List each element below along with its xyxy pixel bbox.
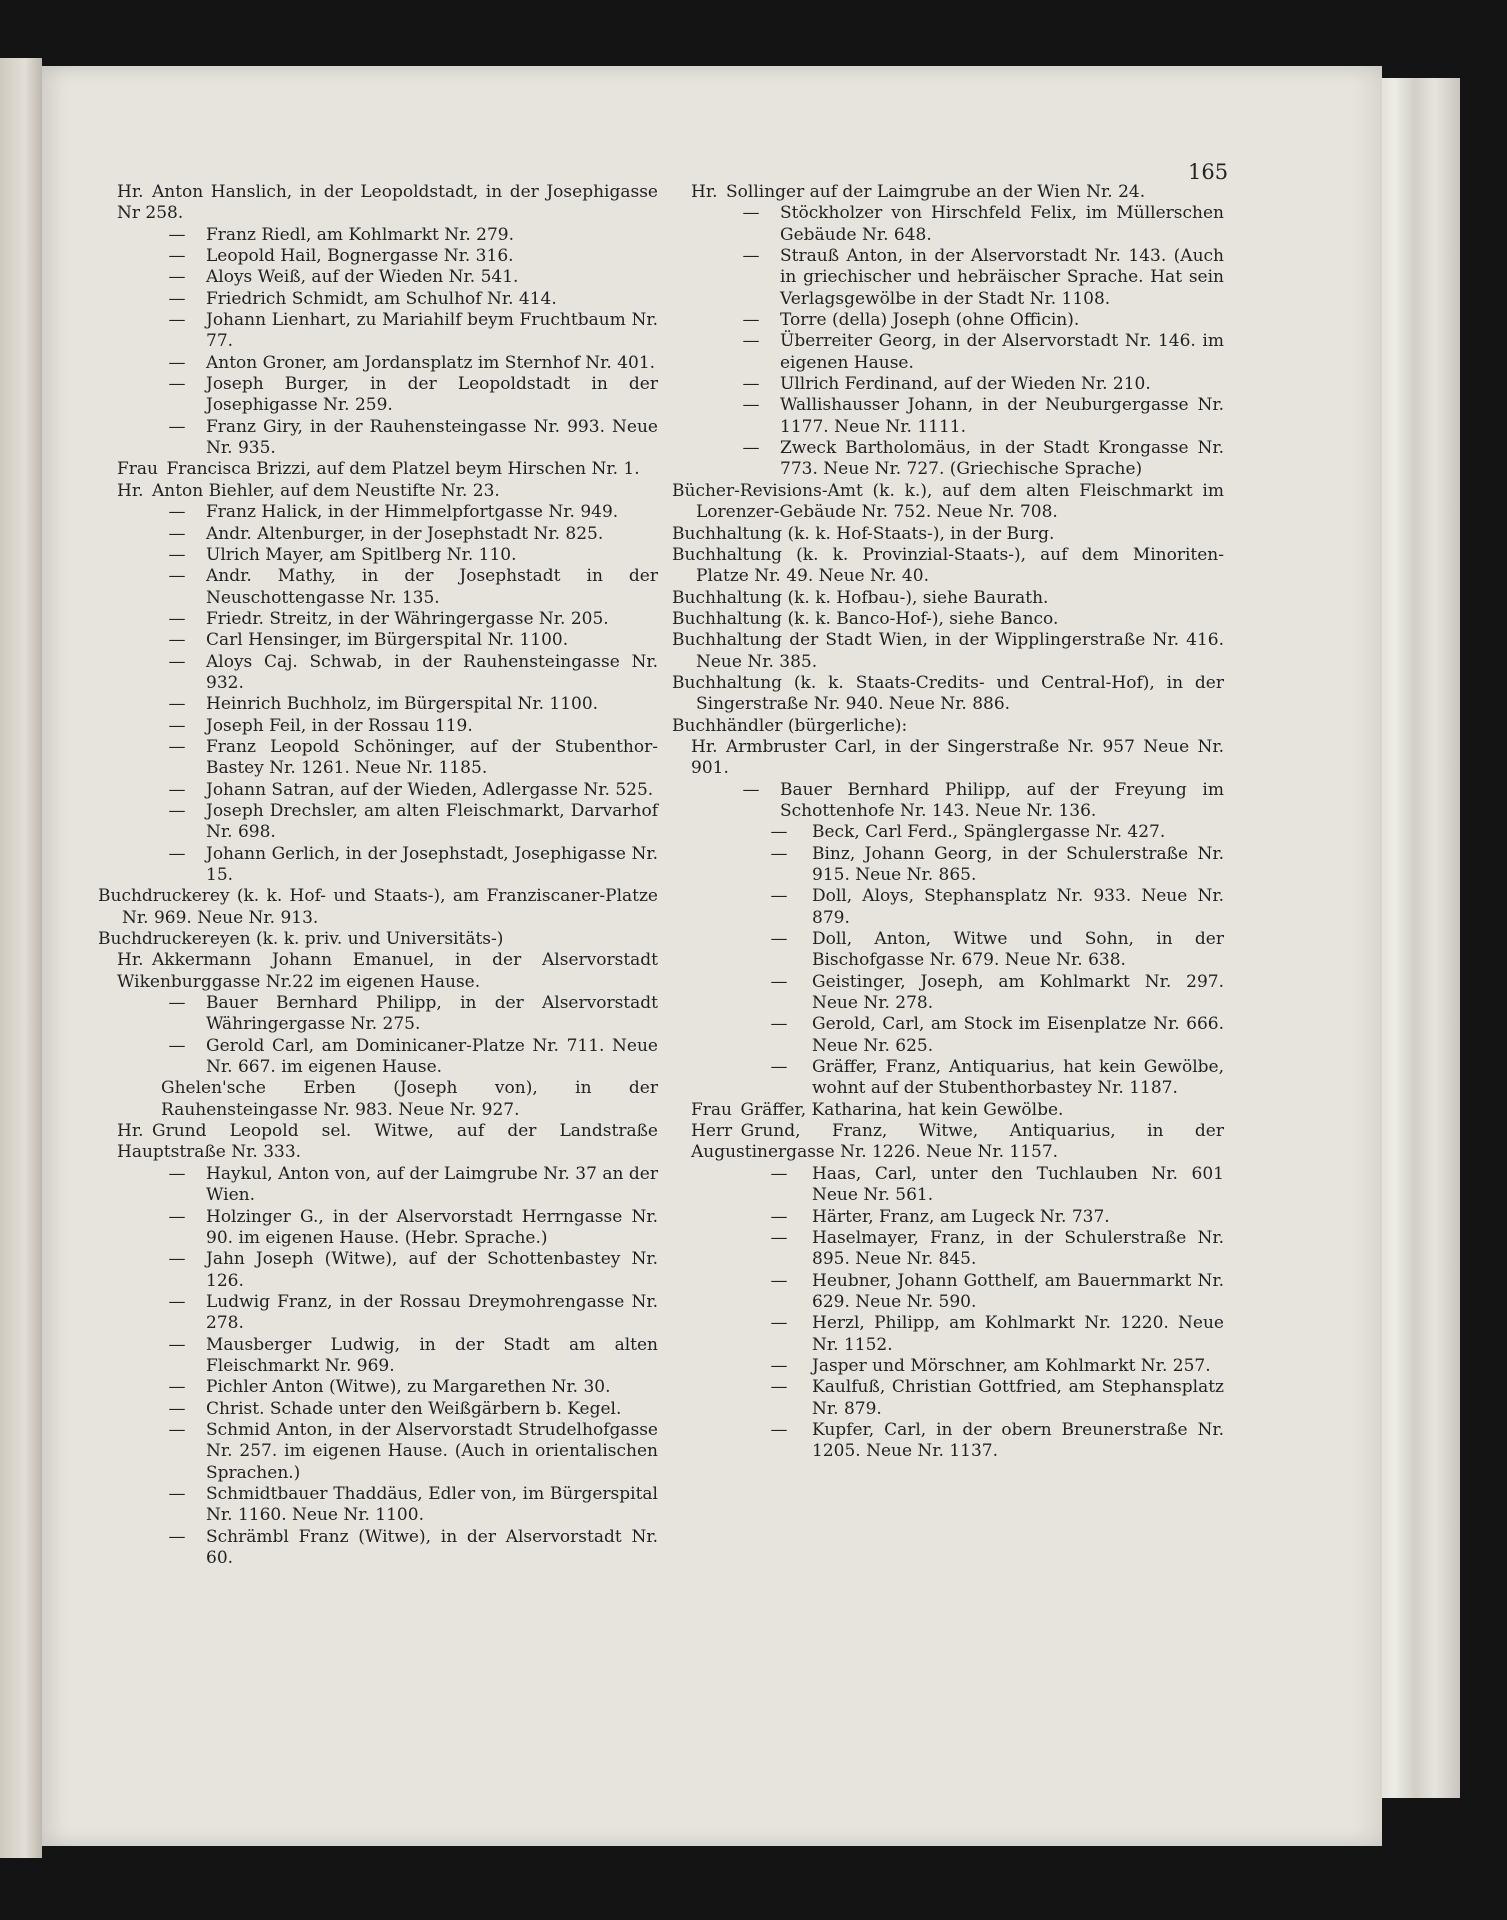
entry-body: Buchhaltung (k. k. Staats-Credits- und Central-Hof), in der Singerstraße Nr. 940. Neue Nr. 886.	[672, 672, 1224, 715]
entry-body: Kaulfuß, Christian Gottfried, am Stephansplatz Nr. 879.	[812, 1377, 1224, 1419]
entry-body: Herzl, Philipp, am Kohlmarkt Nr. 1220. Neue Nr. 1152.	[812, 1313, 1224, 1355]
directory-entry	[672, 374, 1224, 395]
entry-body: Aloys Weiß, auf der Wieden Nr. 541.	[206, 267, 519, 288]
ditto-dash: —	[168, 523, 186, 544]
entry-text	[812, 1356, 1224, 1377]
entry-text	[812, 1377, 1224, 1420]
ditto-dash: —	[742, 374, 760, 395]
entry-text	[206, 1292, 658, 1335]
entry-body: Zweck Bartholomäus, in der Stadt Krongasse Nr. 773. Neue Nr. 727. (Griechische Sprache)	[780, 438, 1224, 480]
entry-body: Francisca Brizzi, auf dem Platzel beym Hirschen Nr. 1.	[166, 459, 640, 480]
entry-text	[206, 694, 658, 715]
entry-body: Geistinger, Joseph, am Kohlmarkt Nr. 297. Neue Nr. 278.	[812, 971, 1224, 1014]
directory-entry	[98, 1292, 658, 1335]
entry-body: Ullrich Ferdinand, auf der Wieden Nr. 210.	[780, 374, 1151, 395]
entry-body: Haselmayer, Franz, in der Schulerstraße Nr. 895. Neue Nr. 845.	[812, 1227, 1224, 1270]
entry-body: Haas, Carl, unter den Tuchlauben Nr. 601 Neue Nr. 561.	[812, 1163, 1224, 1206]
ditto-dash: —	[168, 715, 186, 736]
ditto-dash: —	[770, 1206, 788, 1227]
title-prefix: Hr.	[117, 950, 144, 971]
directory-entry	[672, 481, 1224, 524]
ditto-dash: —	[168, 374, 186, 395]
ditto-dash: —	[168, 1249, 186, 1270]
entry-text	[780, 780, 1224, 823]
entry-text	[672, 545, 1224, 588]
ditto-dash: —	[168, 694, 186, 715]
entry-text	[812, 822, 1224, 843]
entry-body: Buchdruckereyen (k. k. priv. und Universitäts-)	[98, 929, 504, 950]
left-column	[98, 182, 658, 1569]
directory-entry	[672, 716, 1224, 737]
directory-entry	[672, 886, 1224, 929]
entry-text	[780, 374, 1224, 395]
directory-entry	[98, 246, 658, 267]
entry-body: Binz, Johann Georg, in der Schulerstraße Nr. 915. Neue Nr. 865.	[812, 843, 1224, 885]
ditto-dash: —	[168, 288, 186, 309]
ditto-dash: —	[168, 1377, 186, 1398]
directory-entry	[672, 972, 1224, 1015]
directory-entry	[98, 1164, 658, 1207]
entry-body: Buchhändler (bürgerliche):	[672, 715, 908, 736]
directory-entry	[98, 780, 658, 801]
ditto-dash: —	[168, 1206, 186, 1227]
entry-text	[672, 524, 1224, 545]
entry-text	[780, 203, 1224, 246]
directory-entry	[98, 1036, 658, 1079]
entry-body: Jahn Joseph (Witwe), auf der Schottenbastey Nr. 126.	[206, 1249, 658, 1291]
entry-text	[98, 886, 658, 929]
entry-body: Pichler Anton (Witwe), zu Margarethen Nr. 30.	[206, 1377, 611, 1398]
entry-text	[117, 182, 658, 225]
directory-entry	[672, 203, 1224, 246]
ditto-dash: —	[742, 395, 760, 416]
entry-text	[812, 1014, 1224, 1057]
ditto-dash: —	[770, 929, 788, 950]
entry-text	[812, 1057, 1224, 1100]
entry-text	[206, 1164, 658, 1207]
ditto-dash: —	[742, 438, 760, 459]
entry-body: Andr. Altenburger, in der Josephstadt Nr. 825.	[206, 523, 604, 544]
entry-text	[117, 950, 658, 993]
directory-entry	[672, 1207, 1224, 1228]
entry-text	[206, 1036, 658, 1079]
ditto-dash: —	[770, 1419, 788, 1440]
entry-body: Kupfer, Carl, in der obern Breunerstraße Nr. 1205. Neue Nr. 1137.	[812, 1419, 1224, 1462]
directory-entry	[98, 886, 658, 929]
directory-entry	[98, 737, 658, 780]
ditto-dash: —	[168, 1419, 186, 1440]
directory-entry	[98, 993, 658, 1036]
entry-text	[206, 1249, 658, 1292]
title-prefix: Hr.	[691, 736, 718, 757]
entry-body: Stöckholzer von Hirschfeld Felix, im Müllerschen Gebäude Nr. 648.	[780, 203, 1224, 245]
ditto-dash: —	[168, 1035, 186, 1056]
directory-entry	[98, 310, 658, 353]
entry-body: Joseph Drechsler, am alten Fleischmarkt, Darvarhof Nr. 698.	[206, 800, 658, 843]
entry-body: Schmidtbauer Thaddäus, Edler von, im Bürgerspital Nr. 1160. Neue Nr. 1100.	[206, 1483, 658, 1526]
directory-entry	[672, 331, 1224, 374]
ditto-dash: —	[742, 203, 760, 224]
entry-text	[206, 1207, 658, 1250]
directory-entry	[672, 822, 1224, 843]
directory-entry	[98, 1207, 658, 1250]
entry-body: Franz Leopold Schöninger, auf der Stubenthor-Bastey Nr. 1261. Neue Nr. 1185.	[206, 736, 658, 779]
directory-entry	[672, 844, 1224, 887]
entry-body: Sollinger auf der Laimgrube an der Wien Nr. 24.	[726, 182, 1146, 202]
directory-entry	[672, 524, 1224, 545]
entry-body: Anton Biehler, auf dem Neustifte Nr. 23.	[152, 480, 500, 501]
entry-text	[812, 1207, 1224, 1228]
entry-text	[206, 502, 658, 523]
entry-body: Johann Lienhart, zu Mariahilf beym Fruchtbaum Nr. 77.	[206, 310, 658, 352]
entry-body: Strauß Anton, in der Alservorstadt Nr. 143. (Auch in griechischer und hebräischer Sprache. Hat sein Verlagsgewölbe in der Stadt Nr. 1108.	[780, 246, 1224, 309]
entry-body: Doll, Aloys, Stephansplatz Nr. 933. Neue Nr. 879.	[812, 886, 1224, 928]
entry-body: Gräffer, Katharina, hat kein Gewölbe.	[740, 1099, 1064, 1120]
entry-body: Carl Hensinger, im Bürgerspital Nr. 1100.	[206, 630, 569, 651]
directory-entry	[628, 737, 1224, 780]
directory-entry	[672, 929, 1224, 972]
entry-text	[206, 1399, 658, 1420]
entry-body: Bücher-Revisions-Amt (k. k.), auf dem alten Fleischmarkt im Lorenzer-Gebäude Nr. 752. Neue Nr. 708.	[672, 480, 1224, 523]
entry-body: Überreiter Georg, in der Alservorstadt Nr. 146. im eigenen Hause.	[780, 331, 1224, 373]
entry-body: Ulrich Mayer, am Spitlberg Nr. 110.	[206, 544, 517, 565]
entry-body: Jasper und Mörschner, am Kohlmarkt Nr. 257.	[812, 1355, 1211, 1376]
entry-text	[206, 545, 658, 566]
ditto-dash: —	[770, 1355, 788, 1376]
directory-entry	[672, 1420, 1224, 1463]
entry-body: Wallishausser Johann, in der Neuburgergasse Nr. 1177. Neue Nr. 1111.	[780, 395, 1224, 437]
directory-entry	[672, 1377, 1224, 1420]
ditto-dash: —	[770, 1270, 788, 1291]
entry-body: Gräffer, Franz, Antiquarius, hat kein Gewölbe, wohnt auf der Stubenthorbastey Nr. 1187.	[812, 1057, 1224, 1099]
ditto-dash: —	[168, 310, 186, 331]
entry-body: Buchhaltung (k. k. Hof-Staats-), in der Burg.	[672, 523, 1055, 544]
title-prefix: Frau	[117, 459, 159, 480]
ditto-dash: —	[770, 843, 788, 864]
directory-entry	[98, 289, 658, 310]
facing-page-edge	[0, 58, 42, 1858]
directory-entry	[98, 353, 658, 374]
directory-entry	[672, 609, 1224, 630]
entry-text	[206, 353, 658, 374]
directory-entry	[672, 780, 1224, 823]
directory-entry	[98, 566, 658, 609]
directory-entry	[672, 1271, 1224, 1314]
entry-text	[206, 267, 658, 288]
entry-body: Franz Halick, in der Himmelpfortgasse Nr. 949.	[206, 502, 619, 523]
entry-text	[780, 395, 1224, 438]
entry-text	[672, 481, 1224, 524]
directory-entry	[98, 1527, 658, 1570]
entry-text	[206, 652, 658, 695]
ditto-dash: —	[168, 416, 186, 437]
entry-text	[672, 588, 1224, 609]
directory-entry	[98, 374, 658, 417]
entry-body: Mausberger Ludwig, in der Stadt am alten Fleischmarkt Nr. 969.	[206, 1334, 658, 1376]
directory-entry	[54, 459, 658, 480]
ditto-dash: —	[168, 566, 186, 587]
entry-text	[206, 1420, 658, 1484]
directory-entry	[54, 182, 658, 225]
entry-text	[206, 844, 658, 887]
directory-entry	[672, 545, 1224, 588]
entry-text	[117, 459, 658, 480]
directory-entry	[54, 950, 658, 993]
entry-text	[672, 609, 1224, 630]
directory-entry	[98, 716, 658, 737]
entry-body: Joseph Burger, in der Leopoldstadt in der Josephigasse Nr. 259.	[206, 374, 658, 416]
entry-body: Akkermann Johann Emanuel, in der Alservorstadt Wikenburggasse Nr.22 im eigenen Hause.	[117, 950, 658, 992]
entry-text	[206, 225, 658, 246]
entry-text	[206, 993, 658, 1036]
directory-entry	[98, 1420, 658, 1484]
entry-text	[206, 310, 658, 353]
entry-body: Christ. Schade unter den Weißgärbern b. Kegel.	[206, 1398, 622, 1419]
directory-entry	[672, 1164, 1224, 1207]
entry-body: Ghelen'sche Erben (Joseph von), in der Rauhensteingasse Nr. 983. Neue Nr. 927.	[161, 1078, 658, 1120]
entry-text	[812, 1313, 1224, 1356]
directory-entry	[672, 673, 1224, 716]
entry-text	[812, 929, 1224, 972]
ditto-dash: —	[742, 246, 760, 267]
entry-text	[161, 1078, 658, 1121]
ditto-dash: —	[168, 1291, 186, 1312]
directory-entry	[628, 1121, 1224, 1164]
entry-text	[672, 630, 1224, 673]
ditto-dash: —	[168, 736, 186, 757]
entry-body: Buchhaltung (k. k. Hofbau-), siehe Baurath.	[672, 587, 1049, 608]
entry-text	[691, 182, 1224, 203]
directory-entry	[672, 1057, 1224, 1100]
ditto-dash: —	[770, 1014, 788, 1035]
directory-entry	[98, 801, 658, 844]
entry-body: Andr. Mathy, in der Josephstadt in der Neuschottengasse Nr. 135.	[206, 566, 658, 608]
entry-text	[812, 1164, 1224, 1207]
ditto-dash: —	[168, 267, 186, 288]
entry-body: Joseph Feil, in der Rossau 119.	[206, 715, 473, 736]
entry-text	[117, 1121, 658, 1164]
entry-body: Grund Leopold sel. Witwe, auf der Landstraße Hauptstraße Nr. 333.	[117, 1121, 658, 1163]
entry-text	[812, 886, 1224, 929]
ditto-dash: —	[770, 1057, 788, 1078]
entry-body: Friedr. Streitz, in der Währingergasse Nr. 205.	[206, 608, 609, 629]
entry-body: Johann Satran, auf der Wieden, Adlergasse Nr. 525.	[206, 779, 654, 800]
directory-entry	[672, 588, 1224, 609]
entry-text	[206, 246, 658, 267]
entry-text	[206, 524, 658, 545]
entry-body: Schrämbl Franz (Witwe), in der Alservorstadt Nr. 60.	[206, 1526, 658, 1568]
directory-entry	[98, 267, 658, 288]
directory-entry	[98, 1078, 658, 1121]
ditto-dash: —	[168, 1398, 186, 1419]
directory-entry	[672, 246, 1224, 310]
entry-text	[206, 566, 658, 609]
directory-entry	[672, 1356, 1224, 1377]
entry-body: Bauer Bernhard Philipp, auf der Freyung im Schottenhofe Nr. 143. Neue Nr. 136.	[780, 779, 1224, 821]
title-prefix: Hr.	[117, 182, 144, 202]
ditto-dash: —	[770, 822, 788, 843]
page-number: 165	[1188, 160, 1229, 184]
right-column	[672, 182, 1224, 1463]
directory-entry	[98, 630, 658, 651]
directory-entry	[54, 481, 658, 502]
entry-body: Buchdruckerey (k. k. Hof- und Staats-), am Franziscaner-Platze Nr. 969. Neue Nr. 913.	[98, 886, 658, 928]
directory-entry	[98, 652, 658, 695]
entry-body: Grund, Franz, Witwe, Antiquarius, in der Augustinergasse Nr. 1226. Neue Nr. 1157.	[691, 1121, 1224, 1163]
ditto-dash: —	[770, 1377, 788, 1398]
entry-text	[117, 481, 658, 502]
entry-body: Aloys Caj. Schwab, in der Rauhensteingasse Nr. 932.	[206, 651, 658, 693]
directory-entry	[98, 1335, 658, 1378]
directory-entry	[98, 524, 658, 545]
entry-text	[812, 972, 1224, 1015]
entry-text	[780, 438, 1224, 481]
entry-text	[691, 1100, 1224, 1121]
entry-body: Doll, Anton, Witwe und Sohn, in der Bischofgasse Nr. 679. Neue Nr. 638.	[812, 929, 1224, 971]
ditto-dash: —	[770, 1163, 788, 1184]
entry-body: Holzinger G., in der Alservorstadt Herrngasse Nr. 90. im eigenen Hause. (Hebr. Sprache.)	[206, 1206, 658, 1248]
entry-body: Armbruster Carl, in der Singerstraße Nr. 957 Neue Nr. 901.	[691, 736, 1224, 779]
title-prefix: Herr	[691, 1121, 733, 1142]
title-prefix: Hr.	[117, 480, 144, 501]
ditto-dash: —	[168, 608, 186, 629]
entry-text	[206, 1335, 658, 1378]
ditto-dash: —	[742, 779, 760, 800]
entry-body: Beck, Carl Ferd., Spänglergasse Nr. 427.	[812, 822, 1166, 843]
ditto-dash: —	[770, 1313, 788, 1334]
entry-text	[812, 1420, 1224, 1463]
entry-text	[206, 630, 658, 651]
entry-body: Buchhaltung der Stadt Wien, in der Wipplingerstraße Nr. 416. Neue Nr. 385.	[672, 630, 1224, 672]
directory-entry	[98, 1249, 658, 1292]
entry-body: Buchhaltung (k. k. Provinzial-Staats-), auf dem Minoriten-Platze Nr. 49. Neue Nr. 40.	[672, 544, 1224, 587]
entry-body: Johann Gerlich, in der Josephstadt, Josephigasse Nr. 15.	[206, 843, 658, 885]
entry-body: Buchhaltung (k. k. Banco-Hof-), siehe Banco.	[672, 608, 1059, 629]
entry-body: Ludwig Franz, in der Rossau Dreymohrengasse Nr. 278.	[206, 1291, 658, 1334]
directory-entry	[672, 438, 1224, 481]
ditto-dash: —	[168, 1483, 186, 1504]
ditto-dash: —	[770, 971, 788, 992]
directory-entry	[98, 502, 658, 523]
directory-entry	[628, 1100, 1224, 1121]
entry-body: Gerold, Carl, am Stock im Eisenplatze Nr. 666. Neue Nr. 625.	[812, 1014, 1224, 1056]
directory-entry	[672, 1313, 1224, 1356]
ditto-dash: —	[168, 352, 186, 373]
ditto-dash: —	[168, 800, 186, 821]
entry-text	[812, 1228, 1224, 1271]
entry-body: Friedrich Schmidt, am Schulhof Nr. 414.	[206, 288, 557, 309]
entry-text	[812, 1271, 1224, 1314]
directory-entry	[98, 929, 658, 950]
entry-body: Franz Giry, in der Rauhensteingasse Nr. 993. Neue Nr. 935.	[206, 416, 658, 459]
directory-entry	[672, 630, 1224, 673]
entry-text	[672, 673, 1224, 716]
directory-entry	[98, 1399, 658, 1420]
entry-body: Heinrich Buchholz, im Bürgerspital Nr. 1100.	[206, 694, 599, 715]
ditto-dash: —	[168, 1526, 186, 1547]
entry-body: Gerold Carl, am Dominicaner-Platze Nr. 711. Neue Nr. 667. im eigenen Hause.	[206, 1035, 658, 1078]
entry-body: Schmid Anton, in der Alservorstadt Strudelhofgasse Nr. 257. im eigenen Hause. (Auch in orientalischen Sprachen.)	[206, 1419, 658, 1483]
ditto-dash: —	[168, 779, 186, 800]
ditto-dash: —	[770, 1227, 788, 1248]
ditto-dash: —	[742, 331, 760, 352]
entry-text	[206, 780, 658, 801]
entry-text	[691, 1121, 1224, 1164]
entry-body: Härter, Franz, am Lugeck Nr. 737.	[812, 1206, 1110, 1227]
ditto-dash: —	[168, 843, 186, 864]
title-prefix: Frau	[691, 1099, 733, 1120]
entry-text	[206, 417, 658, 460]
ditto-dash: —	[168, 544, 186, 565]
entry-body: Leopold Hail, Bognergasse Nr. 316.	[206, 246, 514, 267]
entry-text	[206, 1484, 658, 1527]
entry-text	[812, 844, 1224, 887]
entry-text	[691, 737, 1224, 780]
directory-entry	[628, 182, 1224, 203]
directory-entry	[98, 545, 658, 566]
entry-body: Torre (della) Joseph (ohne Officin).	[780, 310, 1080, 331]
entry-text	[206, 737, 658, 780]
entry-text	[206, 801, 658, 844]
entry-text	[206, 609, 658, 630]
directory-entry	[672, 395, 1224, 438]
entry-text	[206, 1527, 658, 1570]
entry-text	[780, 246, 1224, 310]
entry-body: Heubner, Johann Gotthelf, am Bauernmarkt Nr. 629. Neue Nr. 590.	[812, 1270, 1224, 1312]
ditto-dash: —	[168, 651, 186, 672]
directory-entry	[54, 1121, 658, 1164]
title-prefix: Hr.	[691, 182, 718, 202]
ditto-dash: —	[742, 310, 760, 331]
ditto-dash: —	[168, 246, 186, 267]
directory-entry	[98, 609, 658, 630]
entry-body: Anton Groner, am Jordansplatz im Sternhof Nr. 401.	[206, 352, 656, 373]
entry-text	[672, 716, 1224, 737]
directory-entry	[98, 417, 658, 460]
ditto-dash: —	[168, 993, 186, 1014]
entry-text	[780, 310, 1224, 331]
entry-body: Haykul, Anton von, auf der Laimgrube Nr. 37 an der Wien.	[206, 1163, 658, 1206]
ditto-dash: —	[168, 630, 186, 651]
entry-text	[206, 374, 658, 417]
directory-entry	[672, 310, 1224, 331]
entry-text	[206, 289, 658, 310]
directory-entry	[98, 694, 658, 715]
entry-body: Anton Hanslich, in der Leopoldstadt, in der Josephigasse Nr 258.	[117, 182, 658, 224]
entry-text	[206, 1377, 658, 1398]
entry-text	[206, 716, 658, 737]
entry-text	[98, 929, 658, 950]
directory-entry	[98, 225, 658, 246]
entry-body: Bauer Bernhard Philipp, in der Alservorstadt Währingergasse Nr. 275.	[206, 993, 658, 1035]
ditto-dash: —	[770, 886, 788, 907]
directory-entry	[672, 1014, 1224, 1057]
ditto-dash: —	[168, 1334, 186, 1355]
entry-text	[780, 331, 1224, 374]
ditto-dash: —	[168, 1163, 186, 1184]
entry-body: Franz Riedl, am Kohlmarkt Nr. 279.	[206, 224, 515, 245]
directory-entry	[672, 1228, 1224, 1271]
directory-entry	[98, 1484, 658, 1527]
ditto-dash: —	[168, 224, 186, 245]
directory-entry	[98, 1377, 658, 1398]
ditto-dash: —	[168, 502, 186, 523]
directory-entry	[98, 844, 658, 887]
title-prefix: Hr.	[117, 1121, 144, 1142]
